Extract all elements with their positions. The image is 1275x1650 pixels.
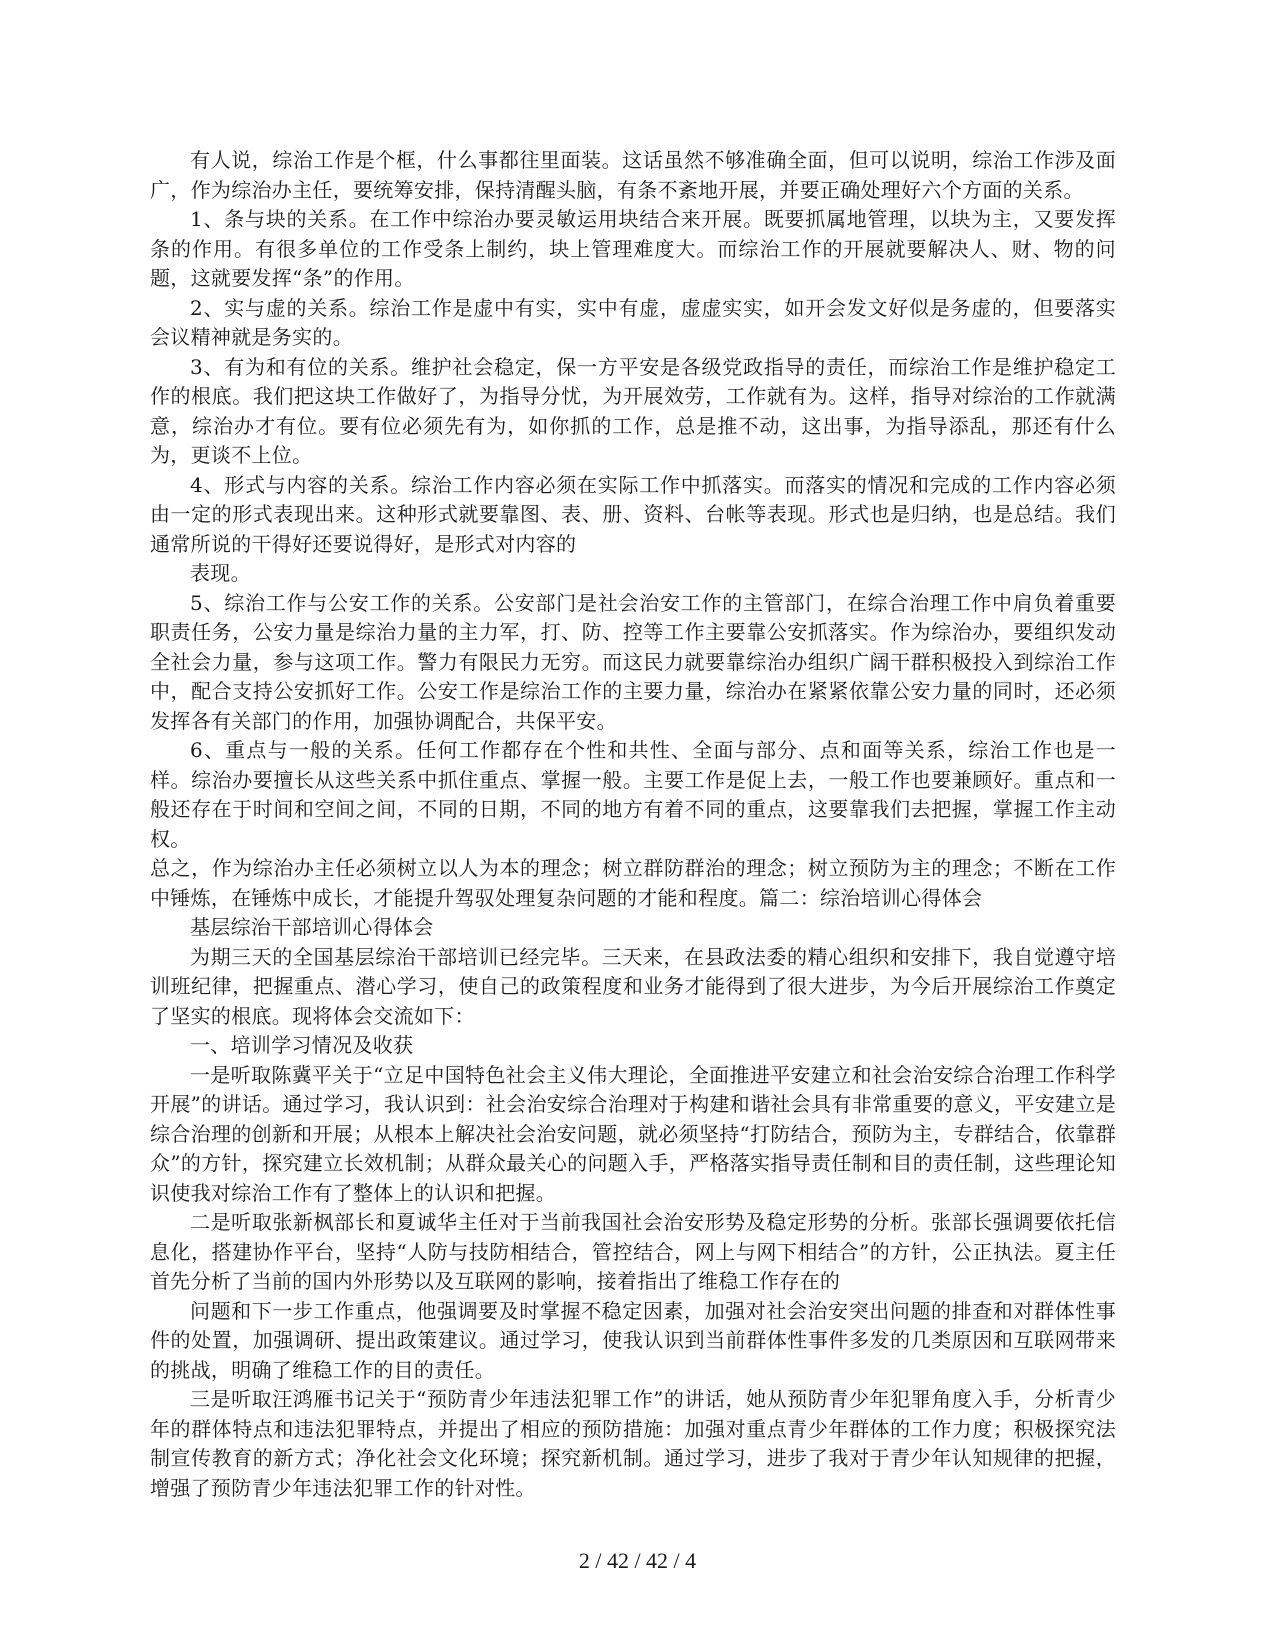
section-title: 基层综治干部培训心得体会	[190, 915, 434, 939]
paragraph-item-4: 4、形式与内容的关系。综治工作内容必须在实际工作中抓落实。而落实的情况和完成的工作内容必须由一定的形式表现出来。这种形式就要靠图、表、册、资料、台帐等表现。形式也是归纳，也是总结。我们通常所说的干得好还要说得好，是形式对内容的	[150, 472, 1116, 556]
paragraph-point-1: 一是听取陈冀平关于“立足中国特色社会主义伟大理论，全面推进平安建立和社会治安综合治理工作科学开展”的讲话。通过学习，我认识到：社会治安综合治理对于构建和谐社会具有非常重要的意义，平安建立是综合治理的创新和开展；从根本上解决社会治安问题，就必须坚持“打防结合，预防为主，专群结合，依靠群众”的方针，探究建立长效机制；从群众最关心的问题入手，严格落实指导责任制和目的责任制，这些理论知识使我对综治工作有了整体上的认识和把握。	[150, 1062, 1116, 1205]
section-heading-1: 一、培训学习情况及收获	[190, 1033, 414, 1057]
paragraph-point-2: 二是听取张新枫部长和夏诚华主任对于当前我国社会治安形势及稳定形势的分析。张部长强调要依托信息化，搭建协作平台，坚持“人防与技防相结合，管控结合，网上与网下相结合”的方针，公正执法。夏主任首先分析了当前的国内外形势以及互联网的影响，接着指出了维稳工作存在的	[150, 1210, 1116, 1293]
paragraph-item-2: 2、实与虚的关系。综治工作是虚中有实，实中有虚，虚虚实实，如开会发文好似是务虚的，但要落实会议精神就是务实的。	[150, 295, 1116, 349]
paragraph-item-6: 6、重点与一般的关系。任何工作都存在个性和共性、全面与部分、点和面等关系，综治工作也是一样。综治办要擅长从这些关系中抓住重点、掌握一般。主要工作是促上去，一般工作也要兼顾好。重点和一般还存在于时间和空间之间，不同的日期，不同的地方有着不同的重点，这要靠我们去把握，掌握工作主动权。	[150, 738, 1116, 851]
paragraph-point-2-continued: 问题和下一步工作重点，他强调要及时掌握不稳定因素，加强对社会治安突出问题的排查和对群体性事件的处置，加强调研、提出政策建议。通过学习，使我认识到当前群体性事件多发的几类原因和互联网带来的挑战，明确了维稳工作的目的责任。	[150, 1298, 1116, 1382]
page-number: 2 / 42 / 42 / 4	[578, 1548, 697, 1573]
paragraph-item-3: 3、有为和有位的关系。维护社会稳定，保一方平安是各级党政指导的责任，而综治工作是维护稳定工作的根底。我们把这块工作做好了，为指导分忧，为开展效劳，工作就有为。这样，指导对综治的工作就满意，综治办才有位。要有位必须先有为，如你抓的工作，总是推不动，这出事，为指导添乱，那还有什么为，更谈不上位。	[150, 354, 1116, 467]
document-body	[150, 146, 1116, 1503]
paragraph-conclusion: 总之，作为综治办主任必须树立以人为本的理念；树立群防群治的理念；树立预防为主的理念；不断在工作中锤炼，在锤炼中成长，才能提升驾驭处理复杂问题的才能和程度。篇二：综治培训心得体会	[150, 856, 1116, 910]
paragraph-item-4-continued: 表现。	[190, 561, 251, 585]
paragraph-intro: 有人说，综治工作是个框，什么事都往里面装。这话虽然不够准确全面，但可以说明，综治工作涉及面广，作为综治办主任，要统筹安排，保持清醒头脑，有条不紊地开展，并要正确处理好六个方面的关系。	[150, 148, 1116, 202]
paragraph-item-5: 5、综治工作与公安工作的关系。公安部门是社会治安工作的主管部门，在综合治理工作中肩负着重要职责任务，公安力量是综治力量的主力军，打、防、控等工作主要靠公安抓落实。作为综治办，要组织发动全社会力量，参与这项工作。警力有限民力无穷。而这民力就要靠综治办组织广阔干群积极投入到综治工作中，配合支持公安抓好工作。公安工作是综治工作的主要力量，综治办在紧紧依靠公安力量的同时，还必须发挥各有关部门的作用，加强协调配合，共保平安。	[150, 590, 1116, 733]
paragraph-item-1: 1、条与块的关系。在工作中综治办要灵敏运用块结合来开展。既要抓属地管理，以块为主，又要发挥条的作用。有很多单位的工作受条上制约，块上管理难度大。而综治工作的开展就要解决人、财、物的问题，这就要发挥“条”的作用。	[150, 207, 1116, 290]
paragraph-training-intro: 为期三天的全国基层综治干部培训已经完毕。三天来，在县政法委的精心组织和安排下，我自觉遵守培训班纪律，把握重点、潜心学习，使自己的政策程度和业务才能得到了很大进步，为今后开展综治工作奠定了坚实的根底。现将体会交流如下：	[150, 944, 1116, 1028]
paragraph-point-3: 三是听取汪鸿雁书记关于“预防青少年违法犯罪工作”的讲话，她从预防青少年犯罪角度入手，分析青少年的群体特点和违法犯罪特点，并提出了相应的预防措施：加强对重点青少年群体的工作力度；积极探究法制宣传教育的新方式；净化社会文化环境；探究新机制。通过学习，进步了我对于青少年认知规律的把握，增强了预防青少年违法犯罪工作的针对性。	[150, 1387, 1116, 1500]
